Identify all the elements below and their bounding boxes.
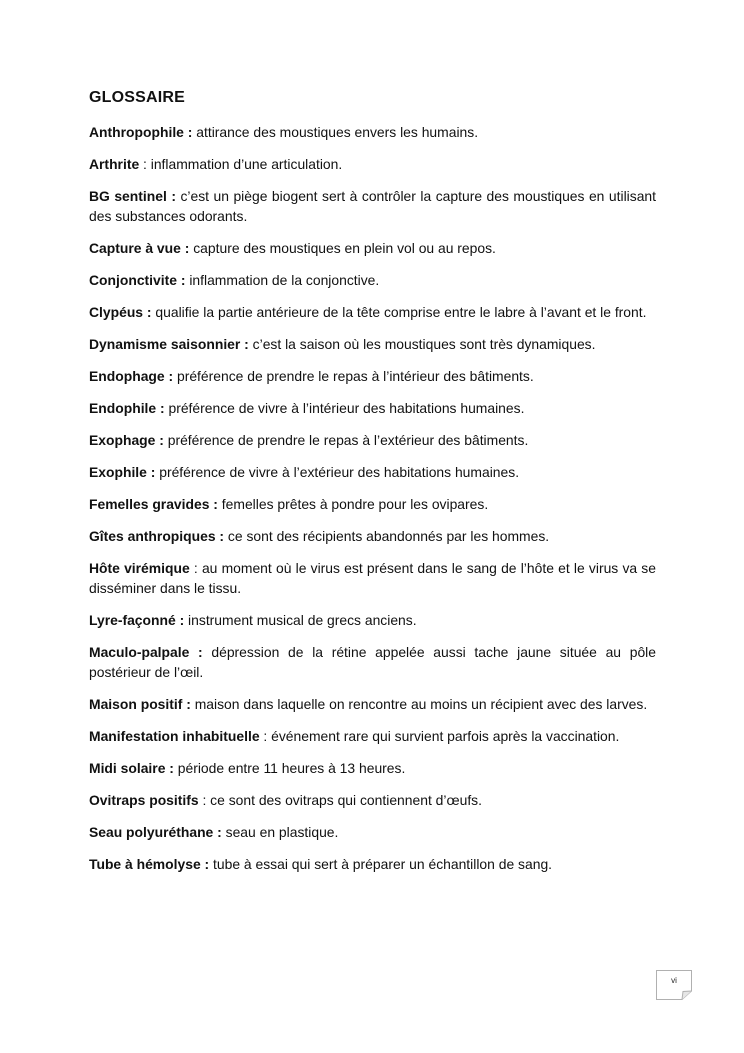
glossary-term: Maculo-palpale : — [89, 644, 203, 660]
glossary-entry — [89, 642, 656, 682]
glossary-term: Seau polyuréthane : — [89, 824, 222, 840]
glossary-term: Gîtes anthropiques : — [89, 528, 225, 544]
glossary-entry — [89, 366, 656, 386]
glossary-definition: femelles prêtes à pondre pour les ovipares. — [217, 496, 489, 512]
glossary-term: Clypéus : — [89, 304, 152, 320]
page-number-box — [656, 970, 692, 1000]
glossary-entry — [89, 494, 656, 514]
glossary-definition: instrument musical de grecs anciens. — [184, 612, 417, 628]
glossary-term: Conjonctivite : — [89, 272, 186, 288]
glossary-entry — [89, 238, 656, 258]
glossary-term: Lyre-façonné : — [89, 612, 185, 628]
glossary-term: Capture à vue : — [89, 240, 190, 256]
page-number: vi — [671, 976, 677, 985]
glossary-term: BG sentinel : — [89, 188, 176, 204]
glossary-entry — [89, 270, 656, 290]
glossary-definition: attirance des moustiques envers les humains. — [192, 124, 479, 140]
glossary-definition: c’est un piège biogent sert à contrôler la capture des moustiques en utilisant des substances odorants. — [89, 188, 657, 224]
glossary-entry — [89, 122, 656, 142]
glossary-definition: : au moment où le virus est présent dans le sang de l’hôte et le virus va se disséminer dans le tissu. — [89, 560, 656, 596]
glossary-entry — [89, 694, 656, 714]
glossary-entry — [89, 430, 656, 450]
glossary-definition: préférence de vivre à l’extérieur des habitations humaines. — [155, 464, 520, 480]
glossary-definition: seau en plastique. — [221, 824, 339, 840]
glossary-definition: inflammation de la conjonctive. — [185, 272, 380, 288]
glossary-entry — [89, 526, 656, 546]
glossary-term: Endophage : — [89, 368, 174, 384]
glossary-entry — [89, 726, 656, 746]
glossary-definition: période entre 11 heures à 13 heures. — [173, 760, 406, 776]
glossary-term: Dynamisme saisonnier : — [89, 336, 249, 352]
glossary-definition: qualifie la partie antérieure de la tête comprise entre le labre à l’avant et le front. — [151, 304, 647, 320]
glossary-definition: maison dans laquelle on rencontre au moins un récipient avec des larves. — [190, 696, 648, 712]
glossary-entry — [89, 334, 656, 354]
glossary-term: Midi solaire : — [89, 760, 174, 776]
glossary-term: Arthrite — [89, 156, 140, 172]
glossary-definition: préférence de prendre le repas à l’extérieur des bâtiments. — [163, 432, 529, 448]
glossary-term: Tube à hémolyse : — [89, 856, 210, 872]
glossary-definition: tube à essai qui sert à préparer un échantillon de sang. — [209, 856, 553, 872]
glossary-definition: préférence de vivre à l’intérieur des habitations humaines. — [164, 400, 525, 416]
glossary-entry — [89, 610, 656, 630]
glossary-definition: préférence de prendre le repas à l’intérieur des bâtiments. — [173, 368, 534, 384]
glossary-list — [89, 122, 656, 886]
glossary-entry — [89, 758, 656, 778]
glossary-entry — [89, 462, 656, 482]
glossary-entry — [89, 302, 656, 322]
glossary-term: Endophile : — [89, 400, 165, 416]
glossary-definition: c’est la saison où les moustiques sont très dynamiques. — [248, 336, 596, 352]
glossary-entry — [89, 186, 656, 226]
glossary-term: Exophage : — [89, 432, 164, 448]
glossary-term: Ovitraps positifs — [89, 792, 199, 808]
glossary-term: Hôte virémique — [89, 560, 190, 576]
glossary-entry — [89, 854, 656, 874]
glossary-term: Maison positif : — [89, 696, 191, 712]
glossary-term: Manifestation inhabituelle — [89, 728, 260, 744]
glossary-term: Anthropophile : — [89, 124, 193, 140]
glossary-definition: : inflammation d’une articulation. — [139, 156, 343, 172]
folded-corner-icon — [656, 970, 692, 1000]
glossary-definition: : événement rare qui survient parfois après la vaccination. — [259, 728, 620, 744]
glossary-definition: dépression de la rétine appelée aussi tache jaune située au pôle postérieur de l’œil. — [89, 644, 656, 680]
glossary-entry — [89, 398, 656, 418]
glossary-term: Femelles gravides : — [89, 496, 218, 512]
glossary-entry — [89, 790, 656, 810]
glossary-definition: : ce sont des ovitraps qui contiennent d’œufs. — [198, 792, 482, 808]
glossary-heading: GLOSSAIRE — [89, 89, 186, 106]
glossary-entry — [89, 822, 656, 842]
glossary-term: Exophile : — [89, 464, 156, 480]
glossary-definition: capture des moustiques en plein vol ou au repos. — [189, 240, 496, 256]
glossary-entry — [89, 558, 656, 598]
glossary-definition: ce sont des récipients abandonnés par les hommes. — [224, 528, 550, 544]
glossary-entry — [89, 154, 656, 174]
